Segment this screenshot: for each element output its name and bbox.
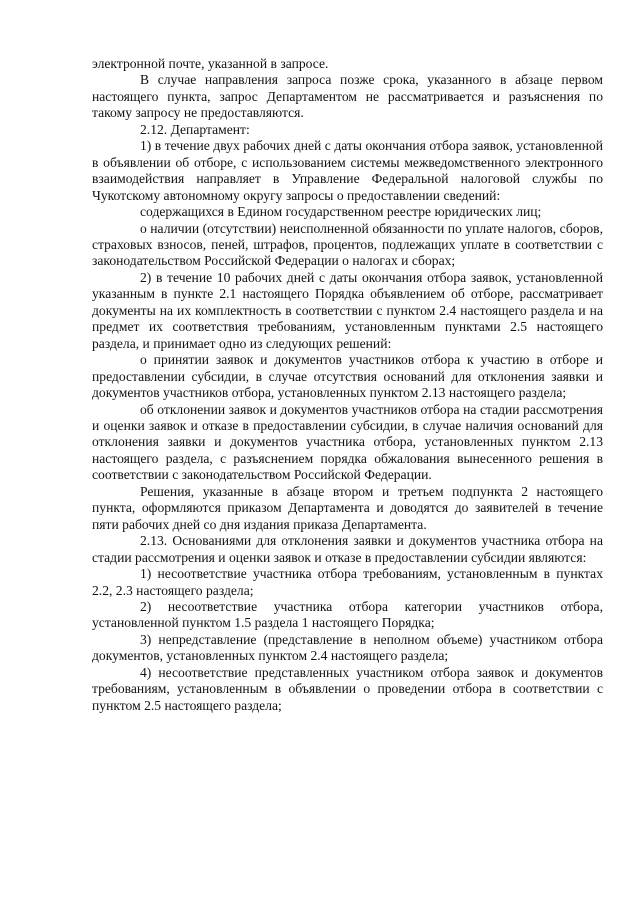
section-heading: 2.12. Департамент: [140,121,250,137]
list-item: 1) несоответствие участника отбора требованиям, установленным в пунктах 2.2, 2.3 настоящего раздела; [92,566,603,598]
list-item: 3) непредставление (представление в неполном объеме) участником отбора документов, установленных пунктом 2.4 настоящего раздела; [92,631,603,664]
paragraph: о принятии заявок и документов участников отбора к участию в отборе и предоставлении субсидии, в случае отсутствия оснований для отклонения заявки и документов участников отбора, установленных пунктом 2.13 настоящего раздела; [92,352,603,401]
paragraph: Решения, указанные в абзаце втором и третьем подпункта 2 настоящего пункта, оформляются приказом Департамента и доводятся до заявителей в течение пяти рабочих дней со дня издания приказа Департамента. [92,483,603,532]
section-heading: 2.13. Основаниями для отклонения заявки и документов участника отбора на стадии рассмотрения и оценки заявок и отказе в предоставлении субсидии являются: [92,533,603,565]
paragraph: о наличии (отсутствии) неисполненной обязанности по уплате налогов, сборов, страховых взносов, пеней, штрафов, процентов, подлежащих уплате в соответствии с законодательством Российской Федерации о налогах и сборах; [92,220,603,269]
paragraph: В случае направления запроса позже срока, указанного в абзаце первом настоящего пункта, запрос Департаментом не рассматривается и разъяснения по такому запросу не предоставляются. [92,72,603,121]
paragraph: 2) в течение 10 рабочих дней с даты окончания отбора заявок, установленной указанным в пункте 2.1 настоящего Порядка объявлением об отборе, рассматривает документы на их комплектность в соответствии с пунктом 2.4 настоящего раздела и на предмет их соответствия требованиям, установленным пунктами 2.5 настоящего раздела, и принимает одно из следующих решений: [92,269,603,351]
paragraph: об отклонении заявок и документов участников отбора на стадии рассмотрения и оценки заявок и отказе в предоставлении субсидии, в случае наличия оснований для отклонения заявки и документов участника отбора, установленных пунктом 2.13 настоящего раздела, с разъяснением порядка обжалования вынесенного решения в соответствии с законодательством Российской Федерации. [92,401,603,483]
paragraph: содержащихся в Едином государственном реестре юридических лиц; [140,204,542,220]
paragraph-continuation: электронной почте, указанной в запросе. [92,56,329,71]
paragraph: 1) в течение двух рабочих дней с даты окончания отбора заявок, установленной в объявлении об отборе, с использованием системы межведомственного электронного взаимодействия направляет в Управление Федеральной налоговой службы по Чукотскому автономному округу запросы о предоставлении сведений: [92,138,603,203]
document-body [92,56,603,714]
list-item: 2) несоответствие участника отбора категории участников отбора, установленной пунктом 1.5 раздела 1 настоящего Порядка; [92,598,603,631]
list-item: 4) несоответствие представленных участником отбора заявок и документов требованиям, установленным в объявлении о проведении отбора в соответствии с пунктом 2.5 настоящего раздела; [92,664,603,713]
